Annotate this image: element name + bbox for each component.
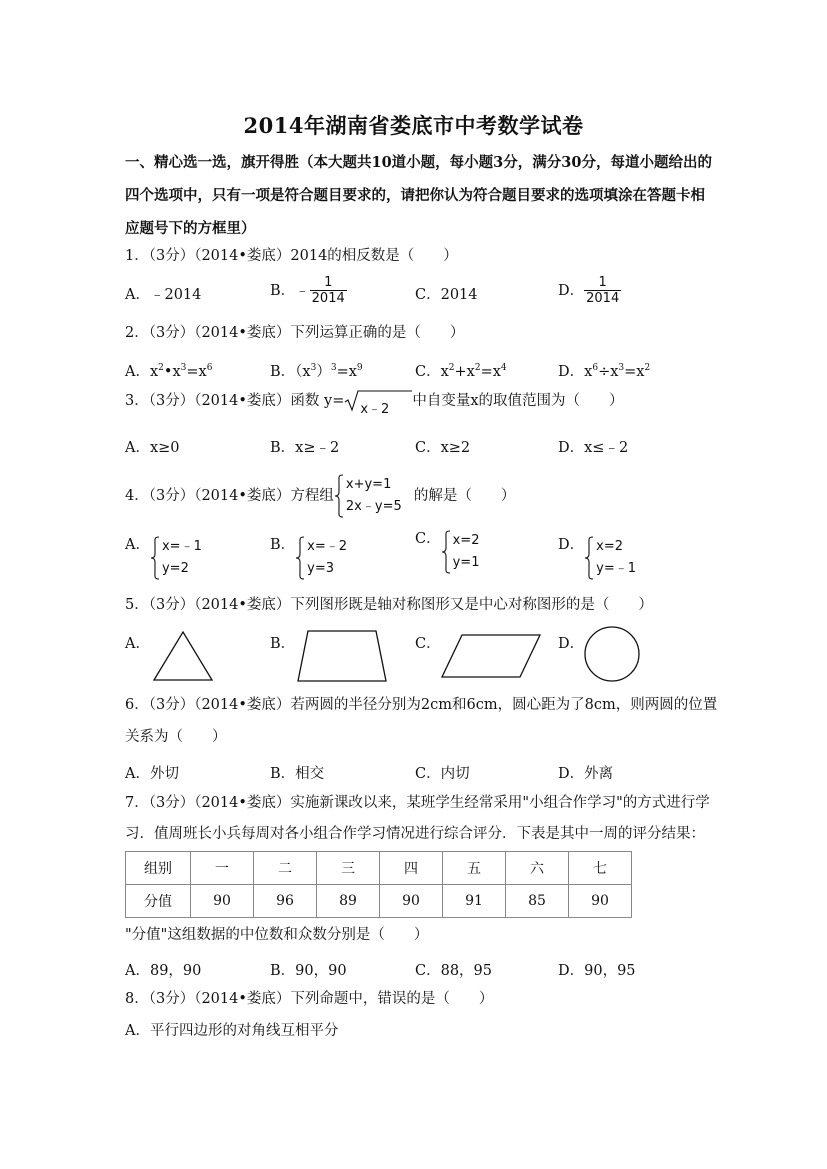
- table-cell: 三: [317, 852, 380, 885]
- circle-figure: [583, 625, 641, 683]
- table-cell: 90: [569, 885, 632, 918]
- table-cell: 五: [443, 852, 506, 885]
- q6-option-b: B．相交: [270, 766, 325, 782]
- q1-option-b: B．﹣ $\frac{1}{2014}$: [270, 275, 345, 306]
- q4-option-a: A． x=﹣1 y=2: [125, 533, 220, 580]
- q6-option-a: A．外切: [125, 766, 179, 782]
- q7-option-c: C．88，95: [415, 963, 492, 979]
- q4-option-c: C． x=2 y=1: [415, 527, 501, 574]
- q5-option-b: B．: [270, 636, 296, 652]
- q7-option-b: B．90，90: [270, 963, 347, 979]
- question-3-stem: 3．（3分）（2014•娄底）函数 y= x﹣2 中自变量x的取值范围为（ ）: [125, 385, 715, 418]
- q2-option-c: C．$x^2+x^2=x^4$: [415, 363, 507, 380]
- table-cell: 96: [254, 885, 317, 918]
- q2-option-b: B．$(x^3)^3=x^9$: [270, 363, 363, 380]
- q5-option-d: D．: [558, 636, 585, 652]
- table-cell: 组别: [126, 852, 191, 885]
- triangle-figure: [152, 630, 214, 682]
- table-cell: 90: [380, 885, 443, 918]
- table-header-row: [126, 852, 632, 885]
- q3-option-b: B．x≥﹣2: [270, 440, 340, 456]
- q7-option-d: D．90，95: [558, 963, 636, 979]
- table-cell: 六: [506, 852, 569, 885]
- q1-option-a: A．﹣2014: [125, 287, 202, 303]
- table-cell: 二: [254, 852, 317, 885]
- question-8-stem: 8．（3分）（2014•娄底）下列命题中，错误的是（ ）: [125, 991, 494, 1007]
- q1-option-d: D． $\frac{1}{2014}$: [558, 275, 620, 306]
- q1-b-fraction: $\frac{1}{2014}$: [311, 275, 345, 306]
- table-cell: 分值: [126, 885, 191, 918]
- table-cell: 一: [191, 852, 254, 885]
- table-cell: 89: [317, 885, 380, 918]
- q3-option-a: A．x≥0: [125, 440, 180, 456]
- q3-option-d: D．x≤﹣2: [558, 440, 629, 456]
- section-1-instructions: 一、精心选一选，旗开得胜（本大题共10道小题，每小题3分，满分30分，每道小题给出的四个选项中，只有一项是符合题目要求的，请把你认为符合题目要求的选项填涂在答题卡相应题号下的方框里）: [125, 154, 712, 237]
- q6-option-d: D．外离: [558, 766, 614, 782]
- score-table: [125, 851, 632, 918]
- table-cell: 90: [191, 885, 254, 918]
- question-7-stem-line2: 习．值周班长小兵每周对各小组合作学习情况进行综合评分．下表是其中一周的评分结果：: [125, 826, 705, 842]
- table-cell: 91: [443, 885, 506, 918]
- question-6-stem-line1: 6．（3分）（2014•娄底）若两圆的半径分别为2cm和6cm，圆心距为了8cm，则两圆的位置: [125, 697, 718, 713]
- q5-option-c: C．: [415, 636, 441, 652]
- table-row: [126, 885, 632, 918]
- table-cell: 四: [380, 852, 443, 885]
- trapezoid-figure: [296, 628, 388, 684]
- q7-option-a: A．89，90: [125, 963, 202, 979]
- question-2-stem: 2．（3分）（2014•娄底）下列运算正确的是（ ）: [125, 325, 465, 341]
- q8-option-a: A．平行四边形的对角线互相平分: [125, 1023, 339, 1039]
- question-5-stem: 5．（3分）（2014•娄底）下列图形既是轴对称图形又是中心对称图形的是（ ）: [125, 597, 653, 613]
- exam-title: 2014年湖南省娄底市中考数学试卷: [243, 113, 584, 138]
- question-1-stem: 1．（3分）（2014•娄底）2014的相反数是（ ）: [125, 248, 458, 264]
- q1-option-c: C．2014: [415, 287, 478, 303]
- q4-option-b: B． x=﹣2 y=3: [270, 533, 365, 580]
- q2-option-a: A．$x^2•x^3=x^6$: [125, 363, 213, 380]
- q1-d-fraction: $\frac{1}{2014}$: [586, 275, 620, 306]
- question-7-stem-line1: 7．（3分）（2014•娄底）实施新课改以来，某班学生经常采用"小组合作学习"的方式进行学: [125, 795, 710, 811]
- question-6-stem-line2: 关系为（ ）: [125, 729, 227, 745]
- q2-option-d: D．$x^6\div x^3=x^2$: [558, 363, 651, 380]
- q5-option-a: A．: [125, 636, 150, 652]
- question-4-stem: 4．（3分）（2014•娄底）方程组 x+y=1 2x﹣y=5 的解是（ ）: [125, 474, 715, 518]
- question-7-after-table: "分值"这组数据的中位数和众数分别是（ ）: [125, 927, 429, 943]
- table-cell: 七: [569, 852, 632, 885]
- q4-equation-system: x+y=1 2x﹣y=5: [334, 474, 414, 518]
- q4-option-d: D． x=2 y=﹣1: [558, 533, 654, 580]
- q3-sqrt: x﹣2: [344, 389, 412, 413]
- parallelogram-figure: [440, 633, 542, 679]
- table-cell: 85: [506, 885, 569, 918]
- q3-option-c: C．x≥2: [415, 440, 471, 456]
- q6-option-c: C．内切: [415, 766, 470, 782]
